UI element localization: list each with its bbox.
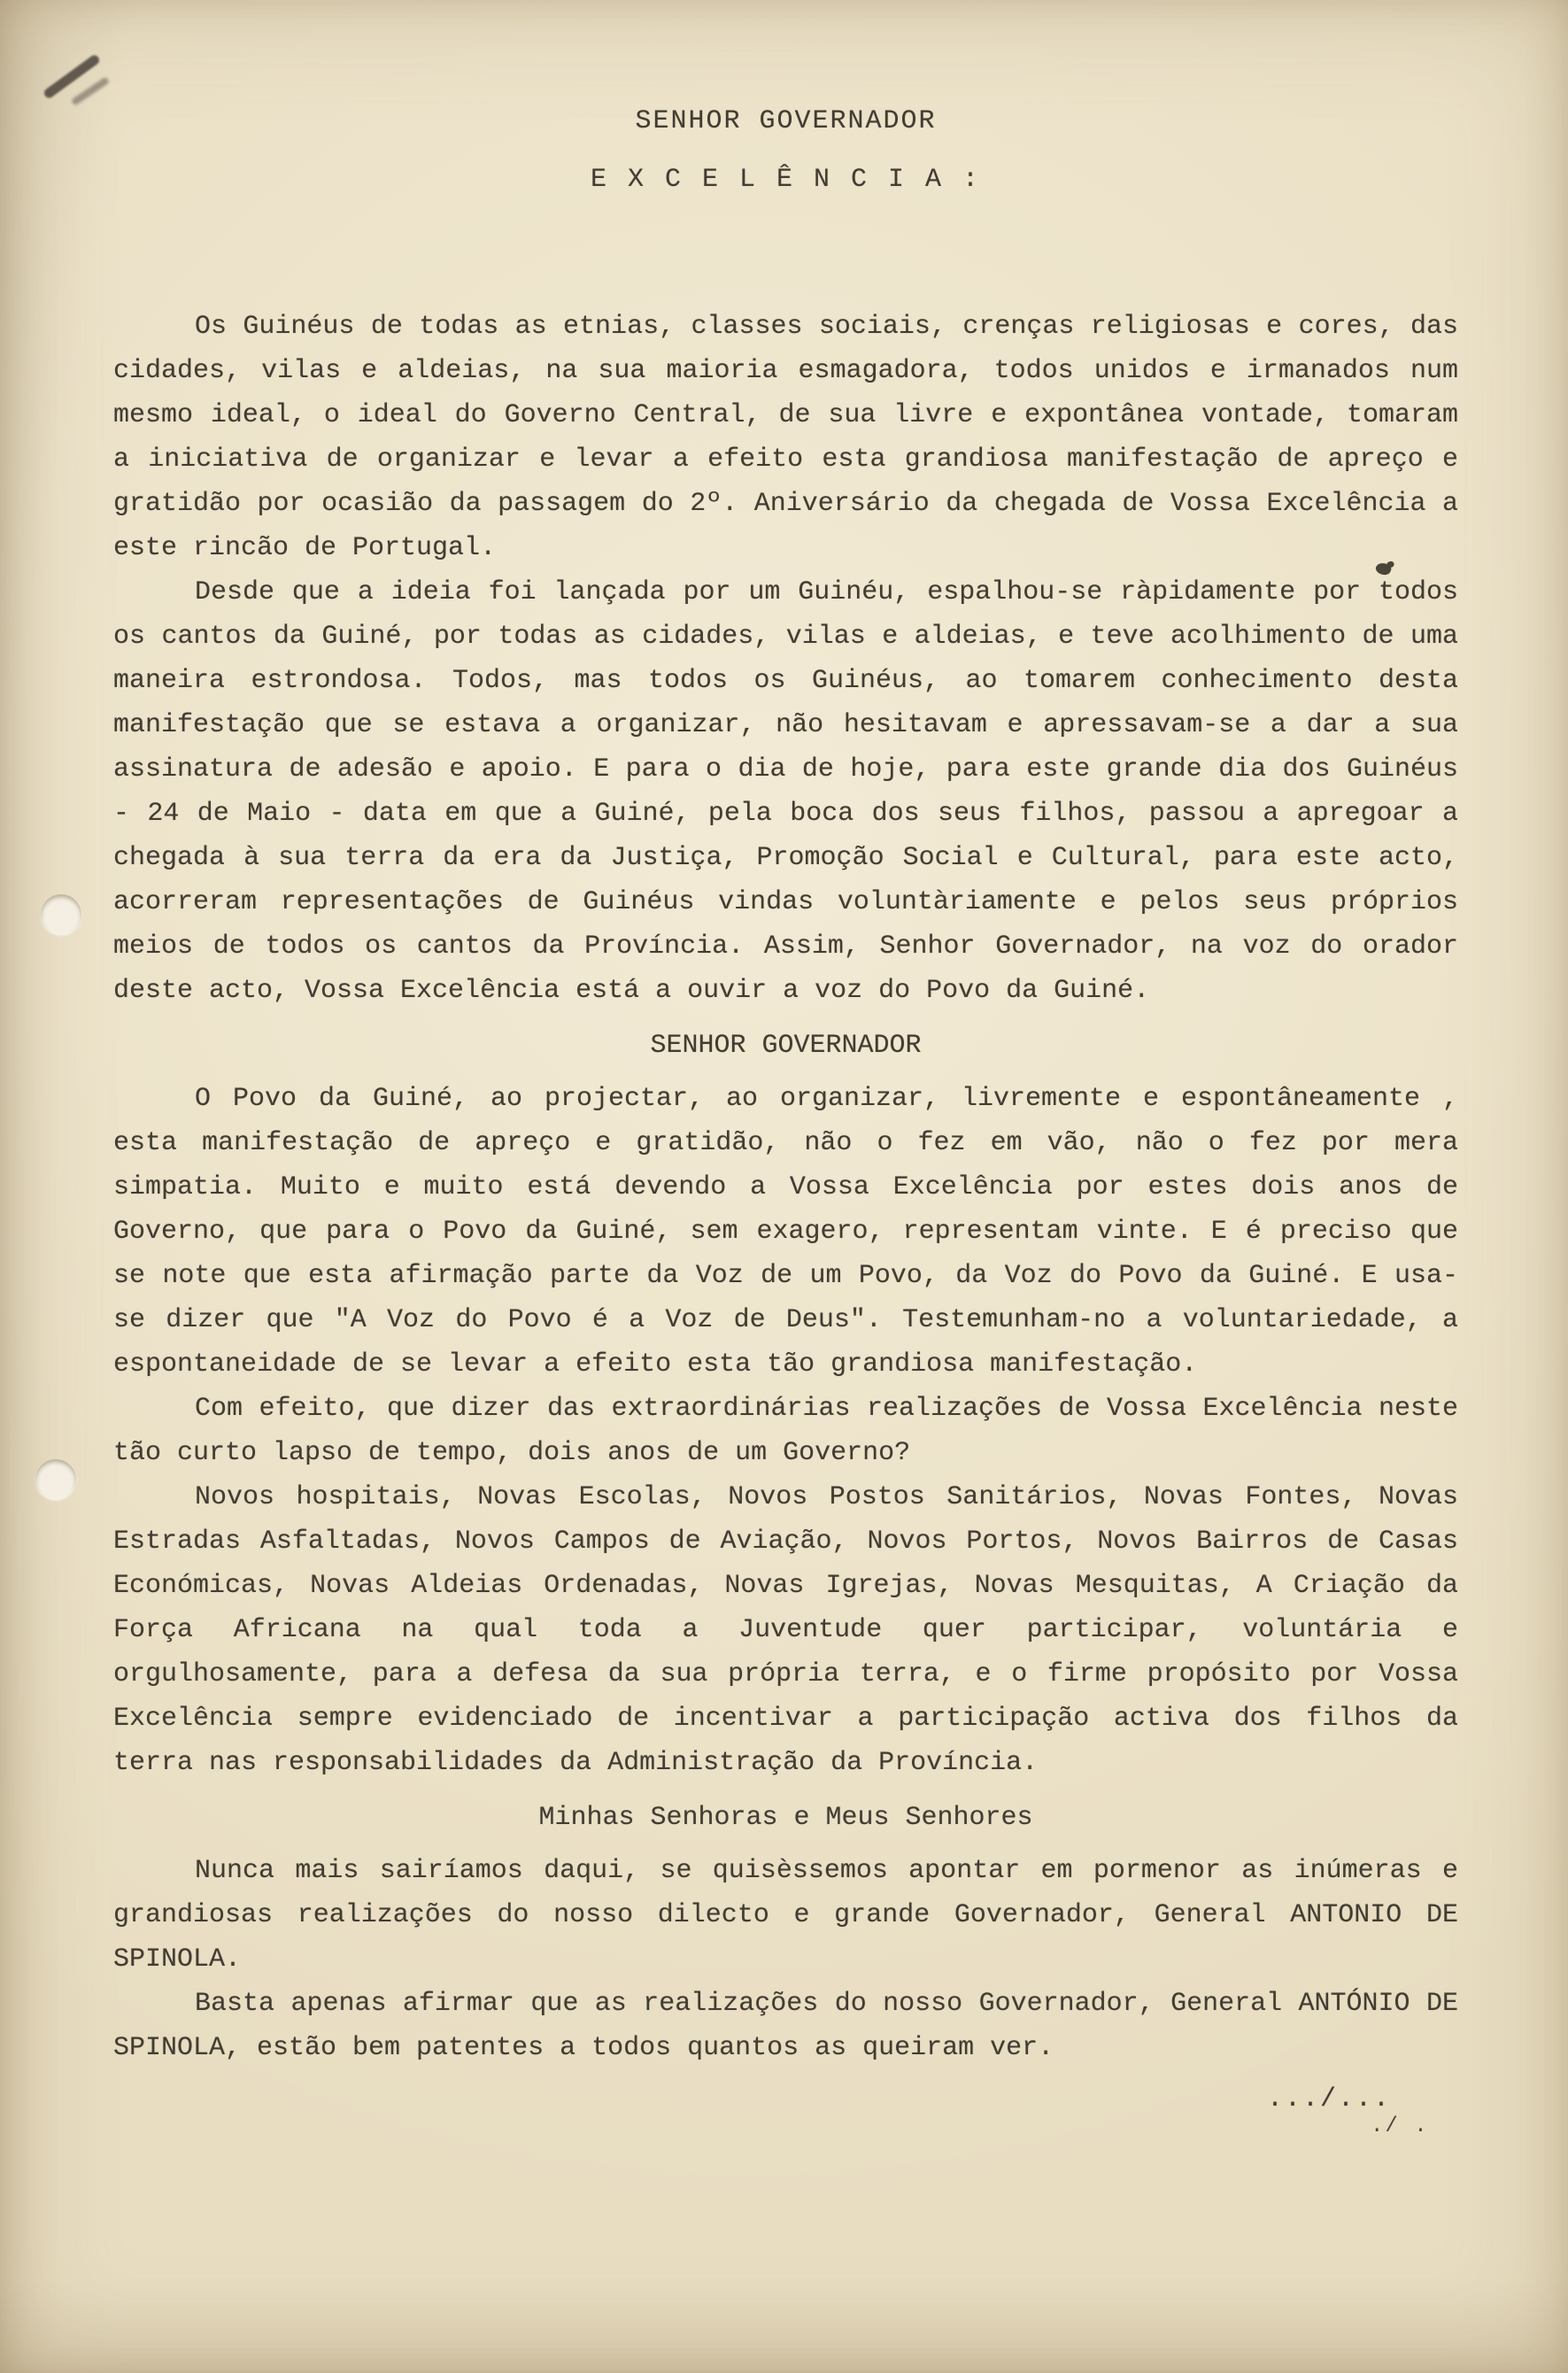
paragraph-closing-2: Basta apenas afirmar que as realizações do nosso Governador, General ANTÓNIO DE SPINOLA, estão bem patentes a todos quantos as queiram ver.: [113, 1989, 1458, 2063]
salutation-line: E X C E L Ê N C I A :: [590, 165, 982, 195]
section-heading-audience: Minhas Senhoras e Meus Senhores: [538, 1803, 1033, 1833]
paragraph-middle-3: Novos hospitais, Novas Escolas, Novos Postos Sanitários, Novas Fontes, Novas Estradas Asfaltadas, Novos Campos de Aviação, Novos Portos, Novos Bairros de Casas Económicas, Novas Aldeias Ordenadas, Novas Igrejas, Novas Mesquitas, A Criação da Força Africana na qual toda a Juventude quer participar, voluntária e orgulhosamente, para a defesa da sua própria terra, e o firme propósito por Vossa Excelência sempre evidenciado de incentivar a participação activa dos filhos da terra nas responsabilidades da Administração da Província.: [113, 1482, 1458, 1778]
paragraph-opening-2: Desde que a ideia foi lançada por um Guinéu, espalhou-se ràpidamente por todos os cantos da Guiné, por todas as cidades, vilas e aldeias, e teve acolhimento de uma maneira estrondosa. Todos, mas todos os Guinéus, ao tomarem conhecimento desta manifestação que se estava a organizar, não hesitavam e apressavam-se a dar a sua assinatura de adesão e apoio. E para o dia de hoje, para este grande dia dos Guinéus - 24 de Maio - data em que a Guiné, pela boca dos seus filhos, passou a apregoar a chegada à sua terra da era da Justiça, Promoção Social e Cultural, para este acto, acorreram representações de Guinéus vindas voluntàriamente e pelos seus próprios meios de todos os cantos da Província. Assim, Senhor Governador, na voz do orador deste acto, Vossa Excelência está a ouvir a voz do Povo da Guiné.: [113, 577, 1458, 1006]
paragraph-closing-1: Nunca mais sairíamos daqui, se quisèssemos apontar em pormenor as inúmeras e grandiosas realizações do nosso dilecto e grande Governador, General ANTONIO DE SPINOLA.: [113, 1856, 1458, 1975]
document-body: [113, 305, 1458, 2122]
section-heading-governor: SENHOR GOVERNADOR: [650, 1031, 922, 1061]
paragraph-opening-1: Os Guinéus de todas as etnias, classes sociais, crenças religiosas e cores, das cidades, vilas e aldeias, na sua maioria esmagadora, todos unidos e irmanados num mesmo ideal, o ideal do Governo Central, de sua livre e expontânea vontade, tomaram a iniciativa de organizar e levar a efeito esta grandiosa manifestação de apreço e gratidão por ocasião da passagem do 2º. Aniversário da chegada de Vossa Excelência a este rincão de Portugal.: [113, 312, 1458, 563]
continuation-mark: .../...: [1266, 2084, 1391, 2114]
paragraph-middle-1: O Povo da Guiné, ao projectar, ao organizar, livremente e espontâneamente , esta manifestação de apreço e gratidão, não o fez em vão, não o fez por mera simpatia. Muito e muito está devendo a Vossa Excelência por estes dois anos de Governo, que para o Povo da Guiné, sem exagero, representam vinte. E é preciso que se note que esta afirmação parte da Voz de um Povo, da Voz do Povo da Guiné. E usa-se dizer que "A Voz do Povo é a Voz de Deus". Testemunham-no a voluntariedade, a espontaneidade de se levar a efeito esta tão grandiosa manifestação.: [113, 1084, 1458, 1380]
stray-ink-marks: ./ .: [1371, 2114, 1429, 2138]
document-title: SENHOR GOVERNADOR: [635, 106, 937, 136]
paragraph-middle-2: Com efeito, que dizer das extraordinárias realizações de Vossa Excelência neste tão curto lapso de tempo, dois anos de um Governo?: [113, 1394, 1458, 1468]
